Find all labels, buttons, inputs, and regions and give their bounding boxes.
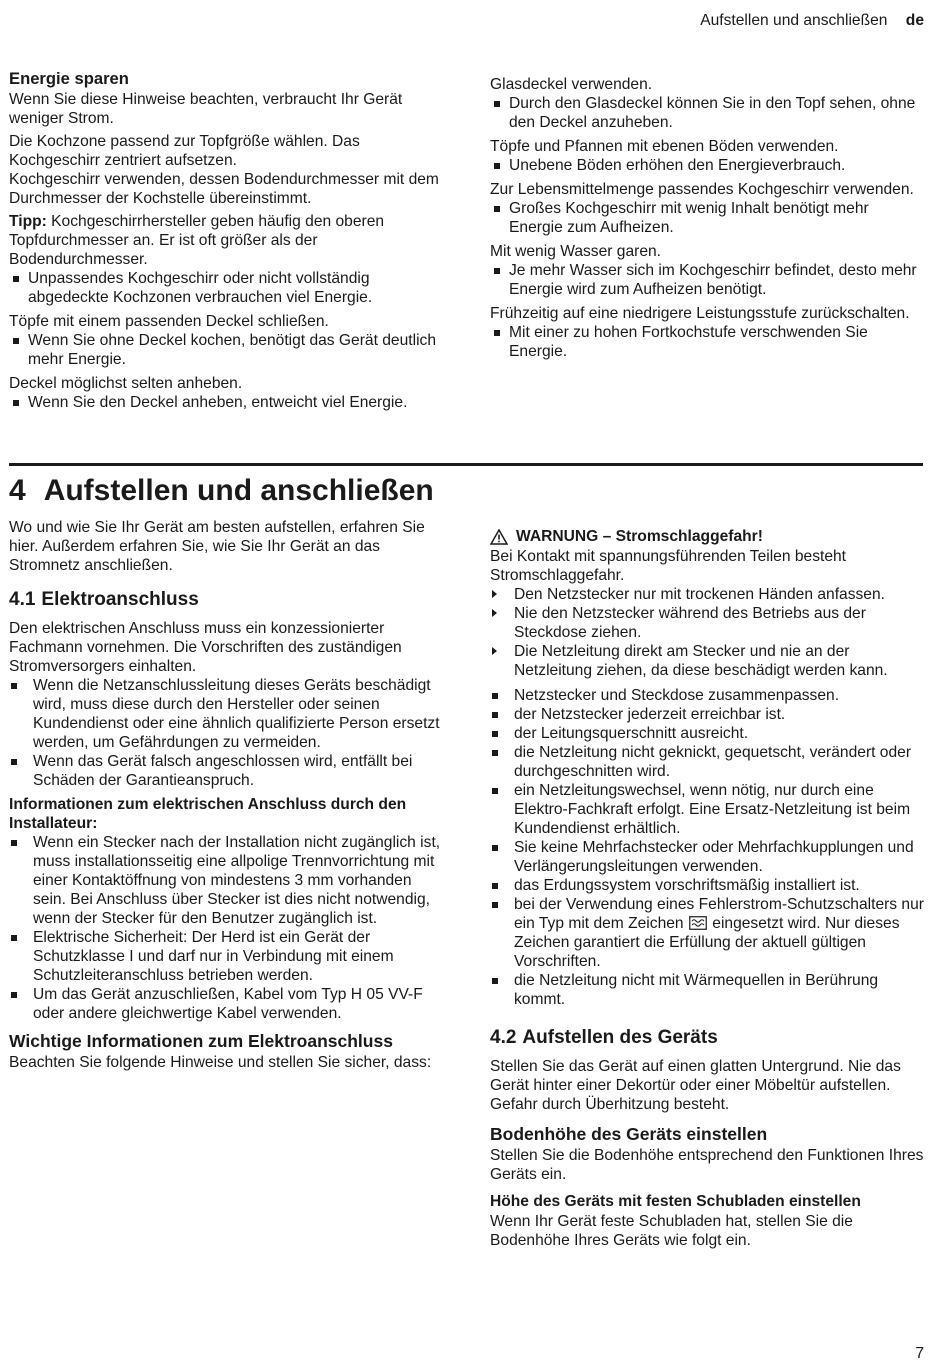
chapter-intro: Wo und wie Sie Ihr Gerät am besten aufstellen, erfahren Sie hier. Außerdem erfahren Sie, wie Sie Ihr Gerät an das Stromnetz anschließen.	[9, 519, 425, 574]
list-item: Großes Kochgeschirr mit wenig Inhalt benötigt mehr Energie zum Aufheizen.	[490, 199, 924, 237]
energy-p4: Deckel möglichst selten anheben.	[9, 375, 243, 392]
installer-info-title: Informationen zum elektrischen Anschluss durch den Installateur:	[9, 796, 407, 832]
section-number: 4.2	[490, 1027, 517, 1048]
chapter-number: 4	[9, 474, 26, 507]
header-language: de	[905, 12, 924, 29]
list-item: Um das Gerät anzuschließen, Kabel vom Typ H 05 VV-F oder andere gleichwertige Kabel verwenden.	[9, 985, 447, 1023]
list-item: Elektrische Sicherheit: Der Herd ist ein Gerät der Schutzklasse I und darf nur in Verbindung mit einem Schutzleiteranschluss betrieben werden.	[9, 928, 447, 985]
energy-p3: Töpfe mit einem passenden Deckel schließen.	[9, 313, 329, 330]
energy-title: Energie sparen	[9, 69, 129, 88]
section-title-text: Elektroanschluss	[41, 589, 199, 610]
important-info-text: Beachten Sie folgende Hinweise und stellen Sie sicher, dass:	[9, 1054, 432, 1071]
rcd-text-before: bei der Verwendung eines Fehlerstrom-Schutzschalters nur ein Typ mit dem Zeichen	[514, 896, 924, 932]
list-item: Wenn Sie ohne Deckel kochen, benötigt das Gerät deutlich mehr Energie.	[9, 331, 441, 369]
list-item: die Netzleitung nicht mit Wärmequellen in Berührung kommt.	[490, 971, 926, 1009]
list-item: Die Netzleitung direkt am Stecker und nie an der Netzleitung ziehen, da diese beschädigt werden kann.	[490, 642, 926, 680]
warning-title: WARNUNG – Stromschlaggefahr!	[516, 528, 763, 545]
energy-intro: Wenn Sie diese Hinweise beachten, verbraucht Ihr Gerät weniger Strom.	[9, 91, 403, 127]
header-chapter: Aufstellen und anschließen	[700, 12, 888, 29]
energy-p5: Glasdeckel verwenden.	[490, 76, 653, 93]
list-item: Wenn Sie den Deckel anheben, entweicht viel Energie.	[9, 393, 441, 412]
tip-text: Kochgeschirrhersteller geben häufig den oberen Topfdurchmesser an. Er ist oft größer als der Bodendurchmesser.	[9, 213, 385, 268]
s42-p1: Stellen Sie das Gerät auf einen glatten Untergrund. Nie das Gerät hinter einer Dekortür oder einer Möbeltür aufstellen. Gefahr durch Überhitzung besteht.	[490, 1058, 901, 1113]
energy-section-right	[490, 75, 924, 366]
checks-list	[490, 686, 926, 1009]
energy-p6: Töpfe und Pfannen mit ebenen Böden verwenden.	[490, 138, 839, 155]
list-item: Sie keine Mehrfachstecker oder Mehrfachkupplungen und Verlängerungsleitungen verwenden.	[490, 838, 926, 876]
drawer-height-text: Wenn Ihr Gerät feste Schubladen hat, stellen Sie die Bodenhöhe Ihres Geräts wie folgt ein.	[490, 1213, 853, 1249]
floor-height-text: Stellen Sie die Bodenhöhe entsprechend den Funktionen Ihres Geräts ein.	[490, 1147, 924, 1183]
energy-list-3	[9, 393, 441, 412]
list-item: Unpassendes Kochgeschirr oder nicht vollständig abgedeckte Kochzonen verbrauchen viel Energie.	[9, 269, 441, 307]
installer-info-list	[9, 833, 447, 1023]
list-item: Wenn ein Stecker nach der Installation nicht zugänglich ist, muss installationsseitig eine allpolige Trennvorrichtung mit einer Kontaktöffnung von mindestens 3 mm vorhanden sein. Bei Anschluss über Stecker ist dies nicht notwendig, wenn der Stecker für den Benutzer zugänglich ist.	[9, 833, 447, 928]
energy-p7: Zur Lebensmittelmenge passendes Kochgeschirr verwenden.	[490, 181, 914, 198]
chapter-right-column	[490, 527, 926, 1254]
energy-list-7	[490, 261, 924, 299]
warning-text: Bei Kontakt mit spannungsführenden Teilen besteht Stromschlaggefahr.	[490, 548, 847, 584]
s41-p1: Den elektrischen Anschluss muss ein konzessionierter Fachmann vornehmen. Die Vorschriften des zuständigen Stromversorgers einhalten.	[9, 620, 402, 675]
section-4-1-title	[9, 589, 447, 611]
energy-tip	[9, 212, 441, 269]
energy-list-4	[490, 94, 924, 132]
section-4-2-title	[490, 1027, 926, 1049]
list-item: der Netzstecker jederzeit erreichbar ist.	[490, 705, 926, 724]
rcd-symbol-icon	[689, 916, 707, 930]
list-item: die Netzleitung nicht geknickt, gequetscht, verändert oder durchgeschnitten wird.	[490, 743, 926, 781]
energy-p8: Mit wenig Wasser garen.	[490, 243, 662, 260]
floor-height-title: Bodenhöhe des Geräts einstellen	[490, 1124, 768, 1144]
list-item	[490, 895, 926, 971]
page-header	[700, 11, 924, 30]
list-item: ein Netzleitungswechsel, wenn nötig, nur durch eine Elektro-Fachkraft erfolgt. Eine Ersatz-Netzleitung ist beim Kundendienst erhältlich.	[490, 781, 926, 838]
page-number: 7	[915, 1345, 924, 1362]
rcd-text-after: eingesetzt wird. Nur dieses Zeichen garantiert die Erfüllung der aktuell gültigen Vorschriften.	[514, 915, 900, 970]
list-item: Wenn die Netzanschlussleitung dieses Geräts beschädigt wird, muss diese durch den Hersteller oder seinen Kundendienst oder eine ähnlich qualifizierte Person ersetzt werden, um Gefährdungen zu vermeiden.	[9, 676, 447, 752]
energy-p2: Kochgeschirr verwenden, dessen Bodendurchmesser mit dem Durchmesser der Kochstelle übereinstimmt.	[9, 171, 439, 207]
energy-list-8	[490, 323, 924, 361]
list-item: der Leitungsquerschnitt ausreicht.	[490, 724, 926, 743]
list-item: Je mehr Wasser sich im Kochgeschirr befindet, desto mehr Energie wird zum Aufheizen benötigt.	[490, 261, 924, 299]
energy-list-1	[9, 269, 441, 307]
s41-list	[9, 676, 447, 790]
chapter-title-text: Aufstellen und anschließen	[43, 474, 434, 507]
warning-actions	[490, 585, 926, 680]
chapter-left-column	[9, 518, 447, 1076]
list-item: Unebene Böden erhöhen den Energieverbrauch.	[490, 156, 924, 175]
warning-icon	[490, 529, 508, 545]
energy-list-2	[9, 331, 441, 369]
list-item: Netzstecker und Steckdose zusammenpassen.	[490, 686, 926, 705]
energy-list-6	[490, 199, 924, 237]
energy-p1: Die Kochzone passend zur Topfgröße wählen. Das Kochgeschirr zentriert aufsetzen.	[9, 133, 360, 169]
list-item: Mit einer zu hohen Fortkochstufe verschwenden Sie Energie.	[490, 323, 924, 361]
energy-section-left	[9, 69, 441, 417]
list-item: Wenn das Gerät falsch angeschlossen wird, entfällt bei Schäden der Garantieanspruch.	[9, 752, 447, 790]
important-info-title: Wichtige Informationen zum Elektroanschluss	[9, 1031, 393, 1051]
list-item: Den Netzstecker nur mit trockenen Händen anfassen.	[490, 585, 926, 604]
tip-label: Tipp:	[9, 213, 47, 230]
energy-list-5	[490, 156, 924, 175]
warning-heading	[490, 527, 926, 546]
section-title-text: Aufstellen des Geräts	[522, 1027, 718, 1048]
list-item: Durch den Glasdeckel können Sie in den Topf sehen, ohne den Deckel anzuheben.	[490, 94, 924, 132]
section-number: 4.1	[9, 589, 36, 610]
list-item: Nie den Netzstecker während des Betriebs aus der Steckdose ziehen.	[490, 604, 926, 642]
list-item: das Erdungssystem vorschriftsmäßig installiert ist.	[490, 876, 926, 895]
drawer-height-title: Höhe des Geräts mit festen Schubladen einstellen	[490, 1193, 861, 1210]
chapter-divider	[9, 463, 923, 466]
chapter-title	[9, 474, 434, 508]
energy-p9: Frühzeitig auf eine niedrigere Leistungsstufe zurückschalten.	[490, 305, 910, 322]
